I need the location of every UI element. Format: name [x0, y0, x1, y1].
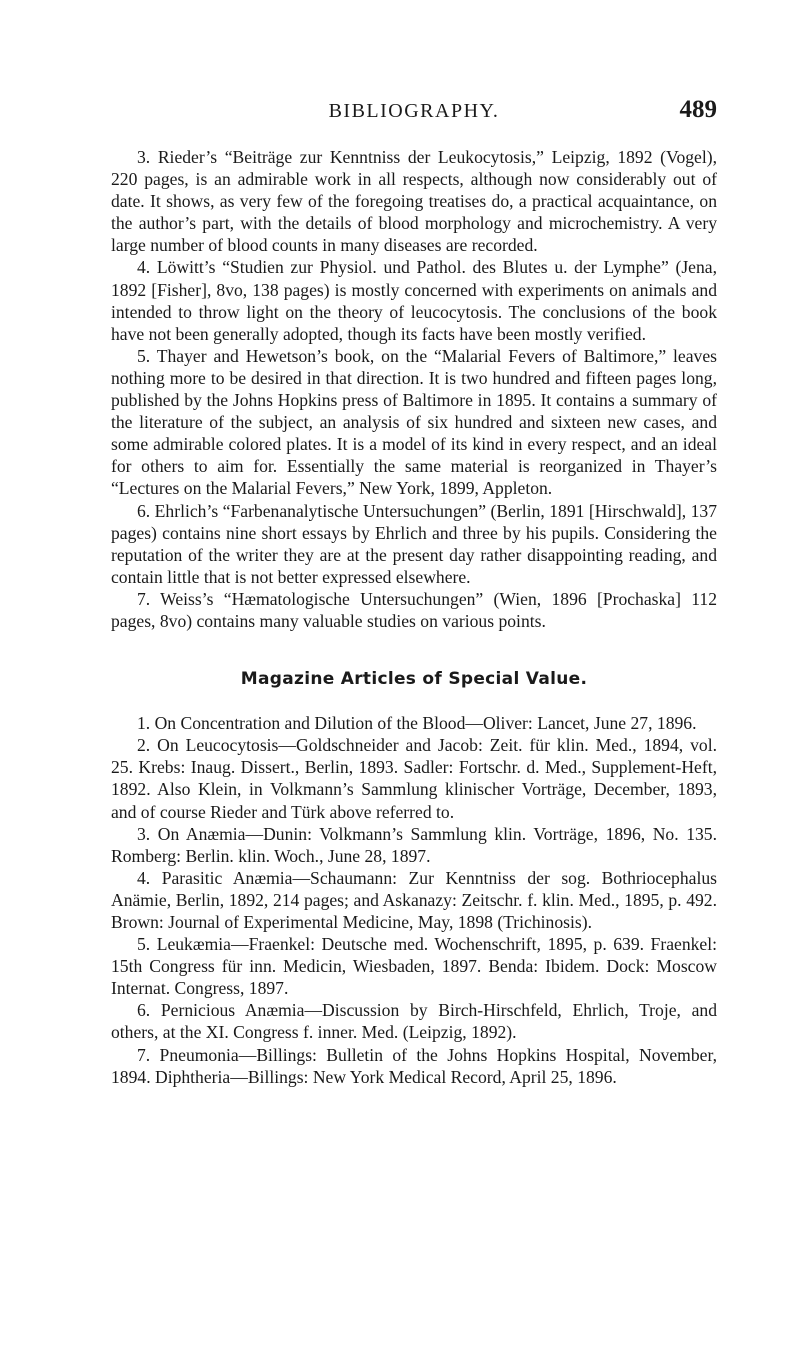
- running-title: BIBLIOGRAPHY.: [328, 100, 500, 122]
- book-entry-3: 3. Rieder’s “Beiträge zur Kenntniss der Leukocytosis,” Leipzig, 1892 (Vogel), 220 pages, is an admirable work in all respects, although now considerably out of date. It shows, as very few of the foregoing treatises do, a practical acquaintance, on the author’s part, with the details of blood morphology and microchemistry. A very large number of blood counts in many diseases are recorded.: [111, 147, 717, 256]
- book-entry-4: 4. Löwitt’s “Studien zur Physiol. und Pathol. des Blutes u. der Lymphe” (Jena, 1892 [Fisher], 8vo, 138 pages) is mostly concerned with experiments on animals and intended to throw light on the theory of leucocytosis. The conclusions of the book have not been generally adopted, though its facts have been mostly verified.: [111, 257, 717, 344]
- book-entry-7: 7. Weiss’s “Hæmatologische Untersuchungen” (Wien, 1896 [Prochaska] 112 pages, 8vo) contains many valuable studies on various points.: [111, 588, 717, 631]
- page-body: [111, 146, 717, 1088]
- magazine-entry-7: 7. Pneumonia—Billings: Bulletin of the Johns Hopkins Hospital, November, 1894. Diphtheria—Billings: New York Medical Record, April 25, 1896.: [111, 1044, 717, 1087]
- page-number: 489: [679, 96, 717, 123]
- book-entry-5: 5. Thayer and Hewetson’s book, on the “Malarial Fevers of Baltimore,” leaves nothing more to be desired in that direction. It is two hundred and fifteen pages long, published by the Johns Hopkins press of Baltimore in 1895. It contains a summary of the literature of the subject, an analysis of six hundred and sixteen new cases, and some admirable colored plates. It is a model of its kind in every respect, and an ideal for others to aim for. Essentially the same material is reorganized in Thayer’s “Lectures on the Malarial Fevers,” New York, 1899, Appleton.: [111, 345, 717, 499]
- magazine-entry-3: 3. On Anæmia—Dunin: Volkmann’s Sammlung klin. Vorträge, 1896, No. 135. Romberg: Berlin. klin. Woch., June 28, 1897.: [111, 823, 717, 866]
- magazine-entry-5: 5. Leukæmia—Fraenkel: Deutsche med. Wochenschrift, 1895, p. 639. Fraenkel: 15th Congress für inn. Medicin, Wiesbaden, 1897. Benda: Ibidem. Dock: Moscow Internat. Congress, 1897.: [111, 934, 717, 999]
- magazine-entry-6: 6. Pernicious Anæmia—Discussion by Birch-Hirschfeld, Ehrlich, Troje, and others, at the XI. Congress f. inner. Med. (Leipzig, 1892).: [111, 1000, 717, 1043]
- magazine-entry-2: 2. On Leucocytosis—Goldschneider and Jacob: Zeit. für klin. Med., 1894, vol. 25. Krebs: Inaug. Dissert., Berlin, 1893. Sadler: Fortschr. d. Med., Supplement-Heft, 1892. Also Klein, in Volkmann’s Sammlung klinischer Vorträge, December, 1893, and of course Rieder and Türk above referred to.: [111, 735, 717, 822]
- running-head: [111, 96, 717, 128]
- section-heading-magazine-articles: Magazine Articles of Special Value.: [240, 669, 588, 690]
- magazine-entry-4: 4. Parasitic Anæmia—Schaumann: Zur Kenntniss der sog. Bothriocephalus Anämie, Berlin, 1892, 214 pages; and Askanazy: Zeitschr. f. klin. Med., 1895, p. 492. Brown: Journal of Experimental Medicine, May, 1898 (Trichinosis).: [111, 867, 717, 932]
- magazine-entry-1: 1. On Concentration and Dilution of the Blood—Oliver: Lancet, June 27, 1896.: [137, 713, 697, 734]
- book-entry-6: 6. Ehrlich’s “Farbenanalytische Untersuchungen” (Berlin, 1891 [Hirschwald], 137 pages) contains nine short essays by Ehrlich and three by his pupils. Considering the reputation of the writer they are at the present day rather disappointing reading, and contain little that is not better expressed elsewhere.: [111, 500, 717, 587]
